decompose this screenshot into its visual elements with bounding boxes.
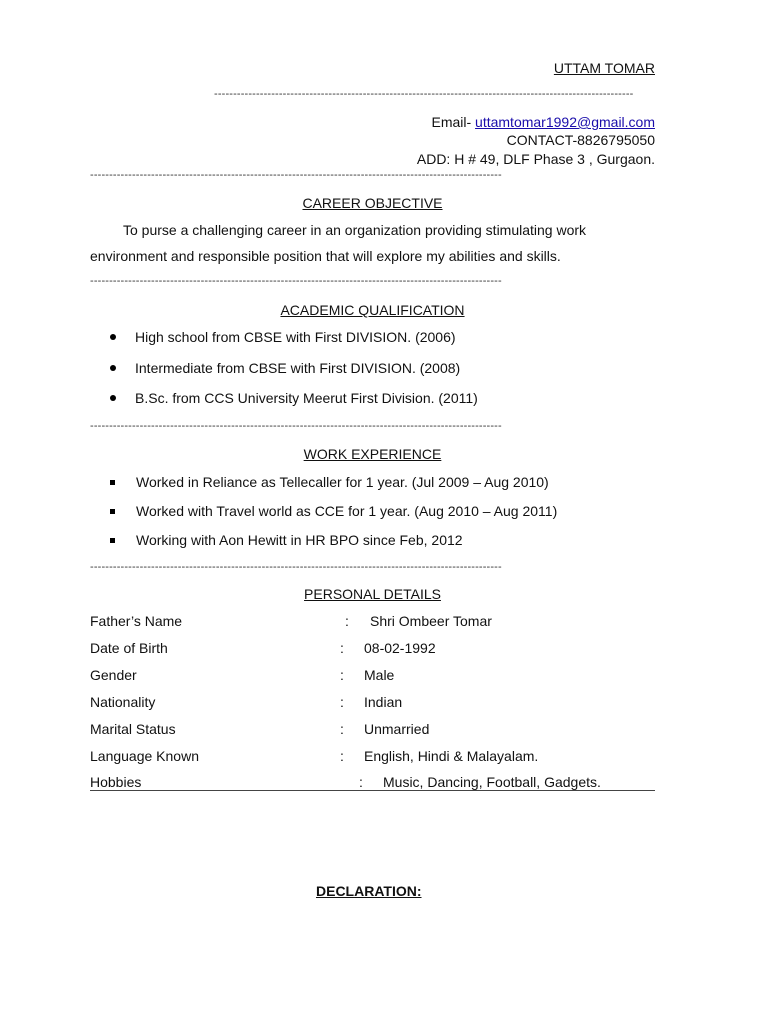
colon: :	[340, 667, 344, 683]
bullet-icon	[110, 334, 116, 340]
colon: :	[340, 721, 344, 737]
personal-value: Shri Ombeer Tomar	[370, 613, 492, 629]
list-item	[110, 531, 463, 549]
declaration-heading: DECLARATION:	[316, 883, 422, 899]
personal-label: Gender	[90, 667, 137, 683]
contact-line: CONTACT-8826795050	[506, 132, 655, 148]
colon: :	[340, 748, 344, 764]
email-link[interactable]: uttamtomar1992@gmail.com	[475, 114, 655, 130]
work-experience-heading: WORK EXPERIENCE	[303, 446, 442, 462]
square-bullet-icon	[110, 509, 115, 514]
work-item-text: Worked with Travel world as CCE for 1 year. (Aug 2010 – Aug 2011)	[136, 503, 558, 519]
academic-item-text: B.Sc. from CCS University Meerut First Division. (2011)	[135, 390, 478, 406]
personal-value: Unmarried	[364, 721, 430, 737]
list-item	[110, 389, 478, 407]
square-bullet-icon	[110, 480, 115, 485]
personal-details-rule	[90, 790, 655, 791]
career-objective-line-2: environment and responsible position that will explore my abilities and skills.	[90, 248, 561, 264]
personal-value: Indian	[364, 694, 403, 710]
work-item-text: Worked in Reliance as Tellecaller for 1 year. (Jul 2009 – Aug 2010)	[136, 474, 549, 490]
academic-item-text: High school from CBSE with First DIVISION. (2006)	[135, 329, 456, 345]
bullet-icon	[110, 395, 116, 401]
work-item-text: Working with Aon Hewitt in HR BPO since Feb, 2012	[136, 532, 463, 548]
colon: :	[340, 694, 344, 710]
section-divider: ------------------------------------------------------------------------------------------------------------	[90, 275, 502, 287]
bullet-icon	[110, 365, 116, 371]
academic-item-text: Intermediate from CBSE with First DIVISION. (2008)	[135, 360, 461, 376]
candidate-name: UTTAM TOMAR	[553, 60, 655, 76]
email-label: Email-	[431, 114, 476, 130]
personal-value: Music, Dancing, Football, Gadgets.	[383, 774, 601, 790]
personal-details-heading: PERSONAL DETAILS	[304, 586, 441, 602]
academic-heading: ACADEMIC QUALIFICATION	[280, 302, 465, 318]
personal-label: Nationality	[90, 694, 156, 710]
list-item	[110, 502, 557, 520]
address-line: ADD: H # 49, DLF Phase 3 , Gurgaon.	[416, 151, 655, 167]
section-divider: ------------------------------------------------------------------------------------------------------------	[90, 169, 502, 181]
colon: :	[340, 640, 344, 656]
career-objective-heading: CAREER OBJECTIVE	[302, 195, 443, 211]
section-divider: ------------------------------------------------------------------------------------------------------------	[90, 420, 502, 432]
personal-label: Marital Status	[90, 721, 176, 737]
colon: :	[359, 774, 363, 790]
email-line	[431, 113, 655, 131]
personal-label: Father’s Name	[90, 613, 183, 629]
list-item	[110, 473, 549, 491]
career-objective-line-1: To purse a challenging career in an organization providing stimulating work	[123, 222, 587, 238]
square-bullet-icon	[110, 538, 115, 543]
personal-value: Male	[364, 667, 395, 683]
colon: :	[345, 613, 349, 629]
personal-label: Hobbies	[90, 774, 142, 790]
list-item	[110, 359, 460, 377]
list-item	[110, 328, 456, 346]
personal-label: Date of Birth	[90, 640, 168, 656]
section-divider: ------------------------------------------------------------------------------------------------------------	[90, 561, 502, 573]
header-divider: --------------------------------------------------------------------------------------------------------------	[214, 88, 634, 100]
personal-value: 08-02-1992	[364, 640, 436, 656]
personal-value: English, Hindi & Malayalam.	[364, 748, 539, 764]
personal-label: Language Known	[90, 748, 199, 764]
